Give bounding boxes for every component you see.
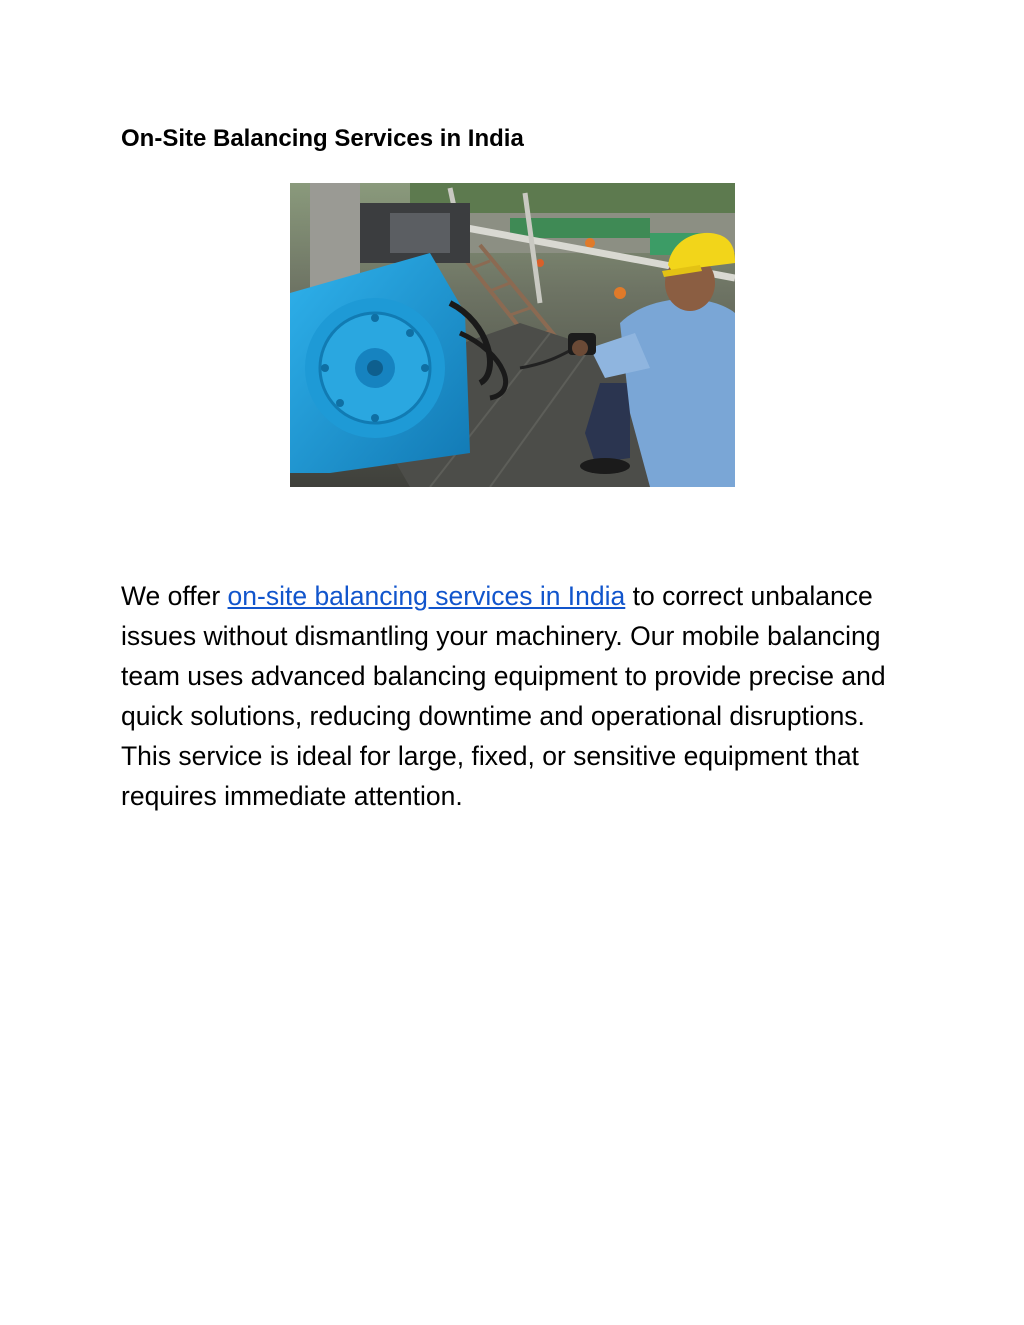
paragraph-text-start: We offer [121, 581, 228, 611]
services-link[interactable]: on-site balancing services in India [227, 581, 626, 611]
page-title: On-Site Balancing Services in India [121, 125, 524, 152]
service-photo [290, 183, 735, 487]
photo-illustration [290, 183, 735, 487]
body-paragraph [121, 576, 911, 816]
paragraph-text-end: to correct unbalance issues without dismantling your machinery. Our mobile balancing team uses advanced balancing equipment to provide precise and quick solutions, reducing downtime and operational disruptions. This service is ideal for large, fixed, or sensitive equipment that requires immediate attention. [121, 581, 886, 811]
